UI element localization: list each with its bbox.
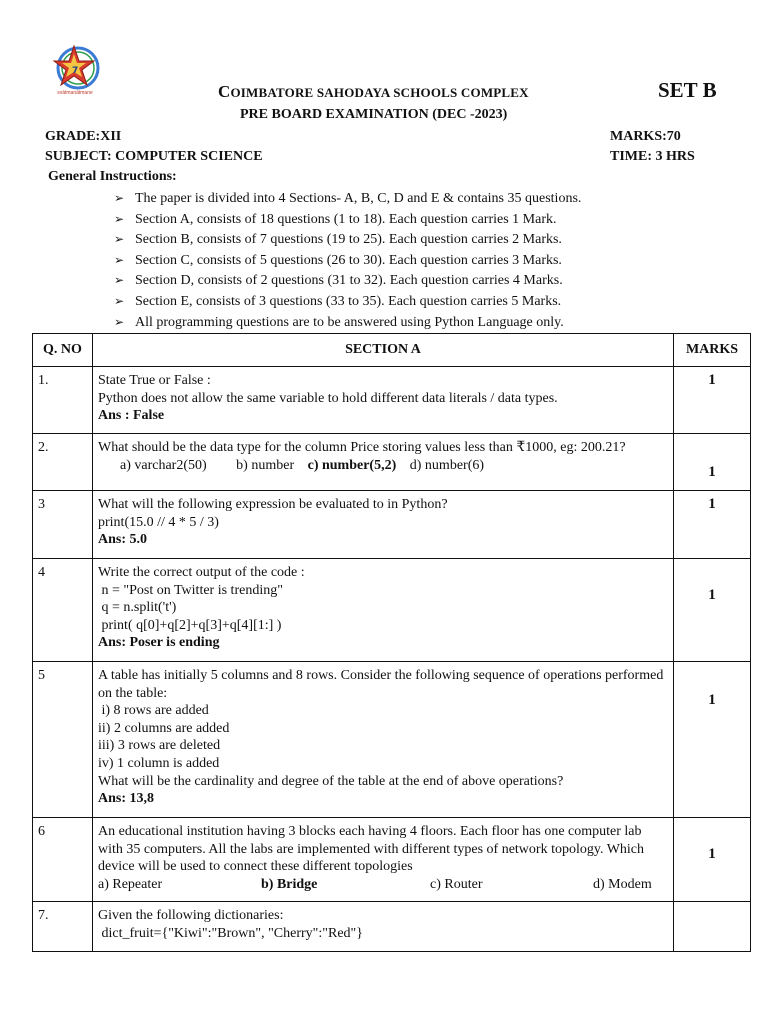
- question-marks: 1: [674, 559, 751, 662]
- instruction-item: ➢ Section A, consists of 18 questions (1 to 18). Each question carries 1 Mark.: [114, 209, 581, 230]
- question-marks: 1: [674, 367, 751, 434]
- table-row: [33, 367, 751, 434]
- question-text: A table has initially 5 columns and 8 rows. Consider the following sequence of operations performed on the table: i) 8 rows are added ii) 2 columns are added iii) 3 rows are deleted iv) 1 column is added What will be the cardinality and degree of the table at the end of above operations? Ans: 13,8: [93, 662, 674, 818]
- options: a) varchar2(50) b) number c) number(5,2) d) number(6): [120, 457, 485, 473]
- grade-label: GRADE:XII: [45, 129, 122, 144]
- exam-title: PRE BOARD EXAMINATION (DEC -2023): [240, 107, 508, 122]
- instruction-item: ➢ Section E, consists of 3 questions (33 to 35). Each question carries 5 Marks.: [114, 291, 581, 312]
- question-text: Given the following dictionaries: dict_fruit={"Kiwi":"Brown", "Cherry":"Red"}: [93, 902, 674, 952]
- table-row: [33, 434, 751, 491]
- table-row: [33, 559, 751, 662]
- school-logo-icon: [44, 44, 106, 96]
- question-marks: 1: [674, 662, 751, 818]
- answer: Ans: 5.0: [98, 532, 148, 548]
- table-row: [33, 662, 751, 818]
- answer: Ans: 13,8: [98, 791, 155, 807]
- table-row: [33, 818, 751, 902]
- section-header: SECTION A: [93, 334, 674, 367]
- arrow-bullet-icon: ➢: [114, 232, 125, 247]
- instruction-item: ➢ Section D, consists of 2 questions (31 to 32). Each question carries 4 Marks.: [114, 270, 581, 291]
- subject-label: SUBJECT: COMPUTER SCIENCE: [45, 149, 263, 164]
- question-text: Write the correct output of the code : n = "Post on Twitter is trending" q = n.split('t') print( q[0]+q[2]+q[3]+q[4][1:] ) Ans: Poser is ending: [93, 559, 674, 662]
- question-number: 5: [33, 662, 93, 818]
- question-number: 2.: [33, 434, 93, 491]
- question-table: [32, 333, 751, 952]
- question-text: What will the following expression be evaluated to in Python? print(15.0 // 4 * 5 / 3) Ans: 5.0: [93, 491, 674, 559]
- question-number: 3: [33, 491, 93, 559]
- correct-option: b) Bridge: [261, 876, 318, 892]
- instructions-title: General Instructions:: [48, 169, 177, 184]
- arrow-bullet-icon: ➢: [114, 252, 125, 267]
- question-text: What should be the data type for the column Price storing values less than ₹1000, eg: 200.21? a) varchar2(50) b) number c) number(5,2) d) number(6): [93, 434, 674, 491]
- correct-option: c) number(5,2): [307, 457, 397, 473]
- question-number: 1.: [33, 367, 93, 434]
- instruction-item: ➢ Section B, consists of 7 questions (19 to 25). Each question carries 2 Marks.: [114, 229, 581, 250]
- arrow-bullet-icon: ➢: [114, 314, 125, 329]
- question-marks: [674, 902, 751, 952]
- table-row: [33, 491, 751, 559]
- question-marks: 1: [674, 434, 751, 491]
- question-number: 6: [33, 818, 93, 902]
- set-label: SET B: [658, 78, 717, 102]
- arrow-bullet-icon: ➢: [114, 273, 125, 288]
- instruction-item: ➢ The paper is divided into 4 Sections- A, B, C, D and E & contains 35 questions.: [114, 188, 581, 209]
- instruction-item: ➢ All programming questions are to be answered using Python Language only.: [114, 312, 581, 333]
- marks-header: MARKS: [674, 334, 751, 367]
- table-header-row: [33, 334, 751, 367]
- arrow-bullet-icon: ➢: [114, 211, 125, 226]
- logo-caption: svātmanātmane: [57, 90, 93, 96]
- qno-header: Q. NO: [33, 334, 93, 367]
- question-text: An educational institution having 3 blocks each having 4 floors. Each floor has one computer lab with 35 computers. All the labs are implemented with different types of network topology. Which device will be used to connect these different topologies a) Repeater b) Bridge c) Router d) Modem: [93, 818, 674, 902]
- answer: Ans: Poser is ending: [98, 635, 220, 651]
- svg-text:7: 7: [72, 66, 79, 76]
- question-number: 4: [33, 559, 93, 662]
- answer: Ans : False: [98, 408, 165, 424]
- question-text: State True or False : Python does not allow the same variable to hold different data literals / data types. Ans : False: [93, 367, 674, 434]
- time-label: TIME: 3 HRS: [610, 149, 695, 164]
- table-row: [33, 902, 751, 952]
- question-marks: 1: [674, 491, 751, 559]
- instructions-list: [114, 188, 581, 332]
- question-number: 7.: [33, 902, 93, 952]
- arrow-bullet-icon: ➢: [114, 293, 125, 308]
- arrow-bullet-icon: ➢: [114, 191, 125, 205]
- marks-label: MARKS:70: [610, 129, 681, 144]
- school-name: COIMBATORE SAHODAYA SCHOOLS COMPLEX: [218, 82, 529, 101]
- question-marks: 1: [674, 818, 751, 902]
- instruction-item: ➢ Section C, consists of 5 questions (26 to 30). Each question carries 3 Marks.: [114, 250, 581, 271]
- options: a) Repeater b) Bridge c) Router d) Modem: [98, 876, 652, 892]
